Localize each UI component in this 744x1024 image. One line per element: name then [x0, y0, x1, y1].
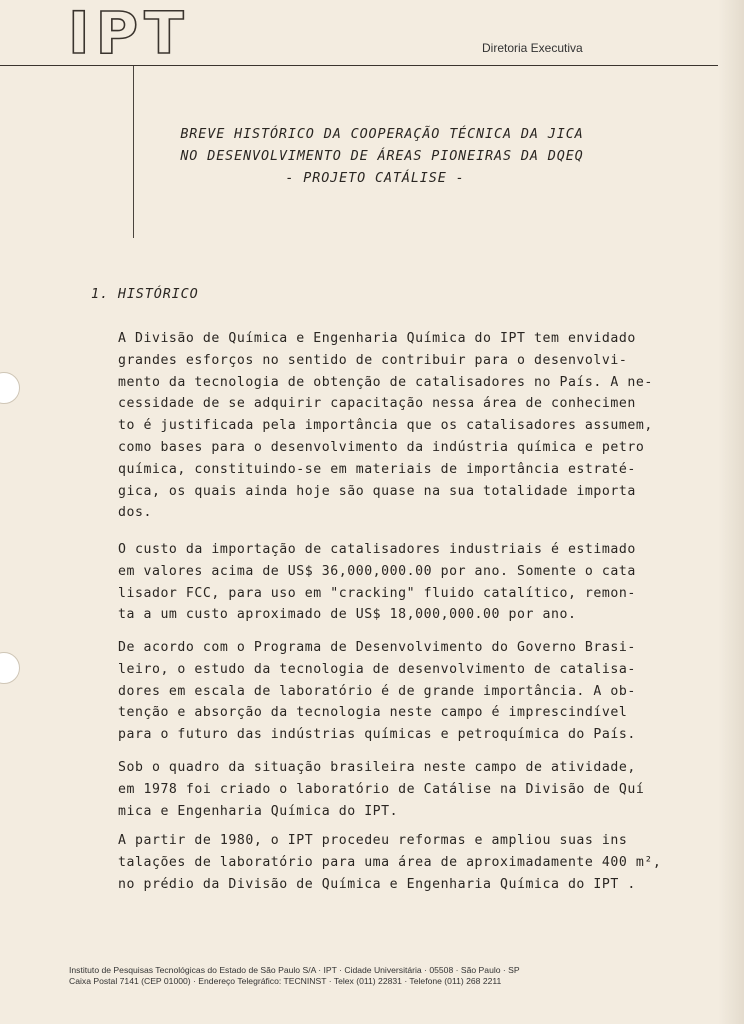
text-line: lisador FCC, para uso em "cracking" fluido catalítico, remon-	[118, 585, 636, 601]
paragraph-5	[118, 830, 666, 895]
text-line: como bases para o desenvolvimento da indústria química e petro	[118, 439, 645, 455]
punch-hole-bottom	[0, 652, 20, 684]
section-heading: 1. HISTÓRICO	[91, 287, 199, 302]
title-line-1: BREVE HISTÓRICO DA COOPERAÇÃO TÉCNICA DA JICA	[180, 127, 584, 142]
paragraph-4	[118, 757, 666, 822]
paragraph-1	[118, 328, 666, 524]
paragraph-2	[118, 539, 666, 626]
department-label: Diretoria Executiva	[482, 41, 583, 55]
text-line: ta a um custo aproximado de US$ 18,000,000.00 por ano.	[118, 607, 577, 623]
footer-address	[69, 965, 520, 987]
text-line: Sob o quadro da situação brasileira neste campo de atividade,	[118, 760, 636, 775]
text-line: química, constituindo-se em materiais de importância estraté-	[118, 461, 636, 477]
text-line: para o futuro das indústrias químicas e petroquímica do País.	[118, 727, 636, 743]
text-line: em valores acima de US$ 36,000,000.00 por ano. Somente o cata	[118, 563, 636, 579]
ipt-logo: IPT	[68, 0, 190, 67]
text-line: grandes esforços no sentido de contribuir para o desenvolvi-	[118, 352, 628, 368]
text-line: O custo da importação de catalisadores industriais é estimado	[118, 542, 636, 557]
text-line: A partir de 1980, o IPT procedeu reformas e ampliou suas ins	[118, 833, 628, 848]
text-line: De acordo com o Programa de Desenvolvimento do Governo Brasi-	[118, 640, 636, 655]
text-line: dos.	[118, 505, 152, 521]
text-line: cessidade de se adquirir capacitação nessa área de conhecimen	[118, 396, 636, 412]
text-line: mica e Engenharia Química do IPT.	[118, 803, 399, 819]
text-line: dores em escala de laboratório é de grande importância. A ob-	[118, 683, 636, 699]
document-title	[0, 124, 744, 190]
title-line-3: - PROJETO CATÁLISE -	[285, 171, 465, 186]
paragraph-3	[118, 637, 666, 746]
title-line-2: NO DESENVOLVIMENTO DE ÁREAS PIONEIRAS DA DQEQ	[180, 149, 584, 164]
punch-hole-top	[0, 372, 20, 404]
header-divider	[0, 65, 718, 66]
text-line: mento da tecnologia de obtenção de catalisadores no País. A ne-	[118, 374, 653, 390]
footer-line-1: Instituto de Pesquisas Tecnológicas do Estado de São Paulo S/A · IPT · Cidade Universitária · 05508 · São Paulo · SP	[69, 965, 520, 975]
text-line: no prédio da Divisão de Química e Engenharia Química do IPT .	[118, 876, 636, 892]
footer-line-2: Caixa Postal 7141 (CEP 01000) · Endereço Telegráfico: TECNINST · Telex (011) 22831 · Telefone (011) 268 2211	[69, 976, 502, 986]
text-line: tenção e absorção da tecnologia neste campo é imprescindível	[118, 705, 628, 721]
text-line: talações de laboratório para uma área de aproximadamente 400 m²,	[118, 854, 662, 870]
text-line: gica, os quais ainda hoje são quase na sua totalidade importa	[118, 483, 636, 499]
text-line: to é justificada pela importância que os catalisadores assumem,	[118, 418, 653, 434]
text-line: em 1978 foi criado o laboratório de Catálise na Divisão de Quí	[118, 781, 645, 797]
text-line: A Divisão de Química e Engenharia Química do IPT tem envidado	[118, 331, 636, 346]
text-line: leiro, o estudo da tecnologia de desenvolvimento de catalisa-	[118, 661, 636, 677]
